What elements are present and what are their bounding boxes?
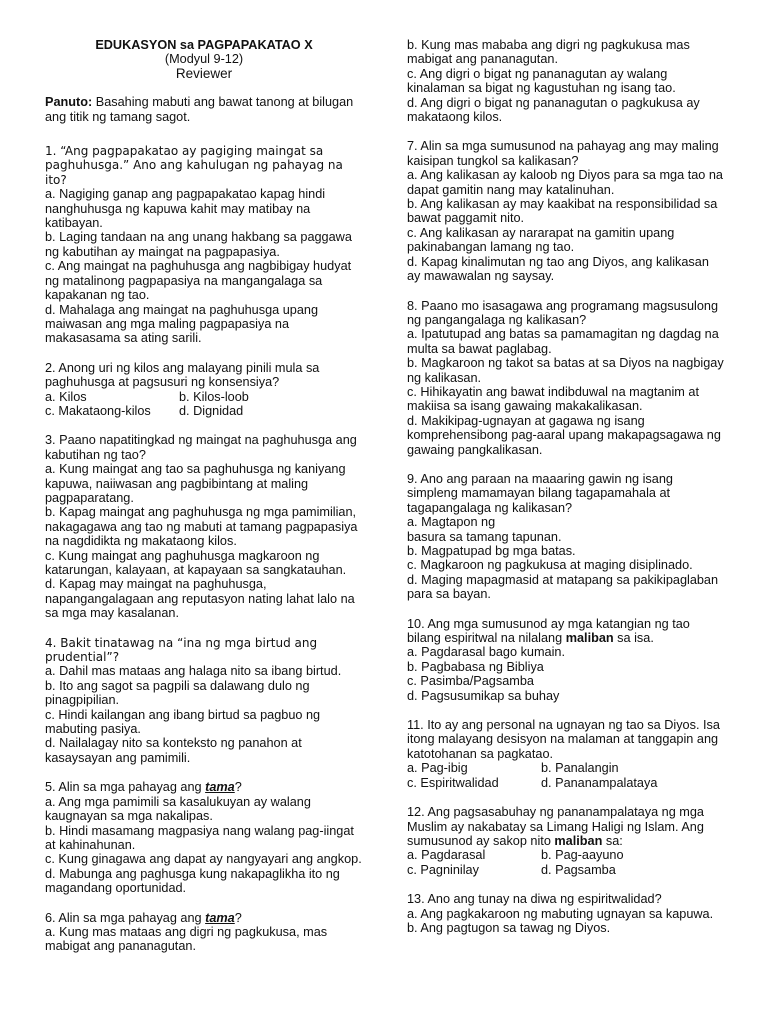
choice-b: b. Magkaroon ng takot sa batas at sa Diyos na nagbigay ng kalikasan. bbox=[407, 356, 724, 385]
choice-d: d. Makikipag-ugnayan at gagawa ng isang komprehensibong pag-aaral upang makapagsagawa ng gawaing pangkalikasan. bbox=[407, 413, 721, 457]
question-7 bbox=[407, 139, 725, 283]
question-stem: 4. Bakit tinatawag na “ina ng mga birtud ang prudential”? bbox=[45, 635, 318, 665]
choice-a: a. Kilos bbox=[45, 389, 87, 404]
stem-text: 5. Alin sa mga pahayag ang bbox=[45, 780, 206, 795]
choice-b: b. Kilos-loob bbox=[179, 389, 249, 404]
stem-end: ? bbox=[234, 780, 242, 795]
question-11 bbox=[407, 718, 725, 790]
choice-a-continued: basura sa tamang tapunan. bbox=[407, 529, 562, 544]
choice-a: a. Pagdarasal bbox=[407, 848, 486, 863]
choice-c: c. Espiritwalidad bbox=[407, 775, 499, 790]
choice-b: b. Ang pagtugon sa tawag ng Diyos. bbox=[407, 920, 611, 935]
choice-d: d. Kapag kinalimutan ng tao ang Diyos, ang kalikasan ay mawawalan ng saysay. bbox=[407, 254, 709, 284]
left-column bbox=[45, 38, 363, 969]
stem-emphasis: tama bbox=[205, 780, 235, 795]
choice-b: b. Magpatupad bg mga batas. bbox=[407, 544, 576, 558]
choice-b: b. Kung mas mababa ang digri ng pagkukusa mas mabigat ang pananagutan. bbox=[407, 38, 690, 67]
choice-d: d. Ang digri o bigat ng pananagutan o pagkukusa ay makataong kilos. bbox=[407, 95, 700, 125]
question-6 bbox=[45, 911, 363, 954]
right-column bbox=[407, 38, 725, 950]
question-stem: 1. “Ang pagpapakatao ay pagiging maingat sa paghuhusga.” Ano ang kahulugan ng pahayag na ito? bbox=[45, 144, 343, 187]
instructions bbox=[45, 95, 363, 124]
choice-d: d. Pagsusumikap sa buhay bbox=[407, 688, 560, 703]
choice-a: a. Nagiging ganap ang pagpapakatao kapag hindi nanghuhusga ng kapuwa kahit may matibay na katibayan. bbox=[45, 187, 326, 231]
question-stem: 2. Anong uri ng kilos ang malayang pinili mula sa paghuhusga at pagsusuri ng konsensiya? bbox=[45, 360, 320, 390]
question-2 bbox=[45, 361, 363, 419]
choice-a: a. Kung maingat ang tao sa paghuhusga ng kaniyang kapuwa, naiiwasan ang pagbibintang at maling pagpaparatang. bbox=[45, 462, 346, 505]
question-stem: 9. Ano ang paraan na maaaring gawin ng isang simpleng mamamayan bilang tagapamahala at tagapangalaga ng kalikasan? bbox=[407, 471, 673, 515]
question-13 bbox=[407, 892, 725, 935]
choice-b: b. Laging tandaan na ang unang hakbang sa paggawa ng kabutihan ay maingat na pagpapasiya. bbox=[45, 230, 352, 259]
question-8 bbox=[407, 299, 725, 457]
choice-a: a. Pagdarasal bago kumain. bbox=[407, 645, 565, 660]
choice-d: d. Pagsamba bbox=[541, 862, 616, 877]
choice-c: c. Hihikayatin ang bawat indibduwal na magtanim at makiisa sa isang gawaing makakalikasan. bbox=[407, 384, 699, 414]
stem-text: 6. Alin sa mga pahayag ang bbox=[45, 910, 206, 925]
choice-c: c. Pagninilay bbox=[407, 862, 479, 877]
choice-d: d. Kapag may maingat na paghuhusga, napangangalagaan ang reputasyon nating lahat lalo na sa mga may kasalanan. bbox=[45, 577, 355, 621]
choice-c: c. Magkaroon ng pagkukusa at maging disiplinado. bbox=[407, 558, 693, 573]
choice-c: c. Ang kalikasan ay nararapat na gamitin upang pakinabangan lamang ng tao. bbox=[407, 225, 675, 255]
choice-a: a. Ang mga pamimili sa kasalukuyan ay walang kaugnayan sa mga nakalipas. bbox=[45, 794, 311, 824]
stem-emphasis: maliban bbox=[565, 631, 614, 646]
choice-c: c. Kung ginagawa ang dapat ay nangyayari ang angkop. bbox=[45, 852, 362, 867]
choice-a: a. Magtapon ng bbox=[407, 515, 496, 530]
stem-emphasis: maliban bbox=[554, 833, 603, 848]
question-3 bbox=[45, 433, 363, 620]
choice-b: b. Hindi masamang magpasiya nang walang pag-iingat at kahinahunan. bbox=[45, 823, 354, 852]
question-stem: 8. Paano mo isasagawa ang programang magsusulong ng pangangalaga ng kalikasan? bbox=[407, 298, 719, 327]
question-stem bbox=[45, 911, 363, 925]
question-stem bbox=[45, 780, 363, 794]
instructions-label: Panuto: bbox=[45, 95, 93, 110]
choice-d: d. Mabunga ang paghusga kung nakapaglikha ito ng magandang oportunidad. bbox=[45, 866, 340, 896]
question-stem: 11. Ito ay ang personal na ugnayan ng tao sa Diyos. Isa itong malayang desisyon na malaman at tanggapin ang katotohanan sa pagkatao. bbox=[407, 718, 720, 761]
choice-b: b. Panalangin bbox=[541, 761, 619, 776]
choice-b: b. Pagbabasa ng Bibliya bbox=[407, 659, 544, 674]
choice-c: c. Hindi kailangan ang ibang birtud sa pagbuo ng mabuting pasiya. bbox=[45, 707, 321, 737]
stem-text: 12. Ang pagsasabuhay ng pananampalataya ng mga Muslim ay nakabatay sa Limang Haligi ng Islam. Ang sumusunod ay sakop nito bbox=[407, 805, 704, 848]
choice-c: c. Pasimba/Pagsamba bbox=[407, 674, 534, 689]
choice-b: b. Kapag maingat ang paghuhusga ng mga pamimilian, nakagagawa ang tao ng mabuti at tamang pagpapasiya na nagdidikta ng makataong kilos. bbox=[45, 505, 358, 549]
choice-row bbox=[407, 761, 725, 775]
choice-row bbox=[45, 390, 363, 404]
stem-emphasis: tama bbox=[205, 910, 235, 925]
instructions-text: Basahing mabuti ang bawat tanong at bilugan ang titik ng tamang sagot. bbox=[45, 95, 354, 124]
stem-end: ? bbox=[234, 910, 242, 925]
document-title: EDUKASYON sa PAGPAPAKATAO X bbox=[95, 38, 313, 52]
question-stem bbox=[407, 805, 725, 848]
choice-d: d. Nailalagay nito sa konteksto ng panahon at kasaysayan ang pamimili. bbox=[45, 736, 302, 765]
question-12 bbox=[407, 805, 725, 877]
stem-end: sa isa. bbox=[613, 631, 654, 646]
choice-c: c. Makataong-kilos bbox=[45, 403, 151, 418]
question-4 bbox=[45, 636, 363, 766]
choice-b: b. Pag-aayuno bbox=[541, 848, 624, 863]
choice-a: a. Kung mas mataas ang digri ng pagkukusa, mas mabigat ang pananagutan. bbox=[45, 924, 328, 954]
choice-a: a. Dahil mas mataas ang halaga nito sa ibang birtud. bbox=[45, 664, 342, 679]
choice-d: d. Dignidad bbox=[179, 403, 244, 418]
choice-a: a. Ang pagkakaroon ng mabuting ugnayan sa kapuwa. bbox=[407, 906, 714, 921]
choice-a: a. Pag-ibig bbox=[407, 761, 468, 776]
choice-d: d. Pananampalataya bbox=[541, 775, 658, 790]
question-stem bbox=[407, 617, 725, 646]
choice-row bbox=[407, 863, 725, 877]
choice-a: a. Ipatutupad ang batas sa pamamagitan ng dagdag na multa sa bawat paglabag. bbox=[407, 327, 719, 356]
question-stem: 7. Alin sa mga sumusunod na pahayag ang may maling kaisipan tungkol sa kalikasan? bbox=[407, 139, 719, 168]
question-5 bbox=[45, 780, 363, 895]
stem-end: sa: bbox=[602, 833, 623, 848]
choice-row bbox=[45, 404, 363, 418]
question-stem: 3. Paano napatitingkad ng maingat na paghuhusga ang kabutihan ng tao? bbox=[45, 433, 357, 462]
choice-c: c. Ang digri o bigat ng pananagutan ay walang kinalaman sa bigat ng kagustuhan ng isang tao. bbox=[407, 66, 676, 96]
choice-b: b. Ito ang sagot sa pagpili sa dalawang dulo ng pinagpipilian. bbox=[45, 678, 310, 708]
question-1 bbox=[45, 144, 363, 346]
choice-b: b. Ang kalikasan ay may kaakibat na responsibilidad sa bawat paggamit nito. bbox=[407, 197, 718, 226]
question-10 bbox=[407, 617, 725, 703]
choice-c: c. Kung maingat ang paghuhusga magkaroon ng katarungan, kalayaan, at kapayaan sa sangkatauhan. bbox=[45, 548, 347, 577]
choice-d: d. Mahalaga ang maingat na paghuhusga upang maiwasan ang mga maling pagpapasiya na makasasama sa ating sarili. bbox=[45, 302, 319, 346]
choice-row bbox=[407, 848, 725, 862]
document-subtitle: (Modyul 9-12) bbox=[164, 52, 244, 67]
choice-row bbox=[407, 776, 725, 790]
choice-d: d. Maging mapagmasid at matapang sa pakikipaglaban para sa bayan. bbox=[407, 572, 719, 602]
question-stem: 13. Ano ang tunay na diwa ng espiritwalidad? bbox=[407, 892, 662, 907]
choice-c: c. Ang maingat na paghuhusga ang nagbibigay hudyat ng matalinong pagpapasiya na mangangalaga sa kapakanan ng tao. bbox=[45, 259, 352, 303]
document-header bbox=[45, 38, 363, 81]
choice-a: a. Ang kalikasan ay kaloob ng Diyos para sa mga tao na dapat gamitin nang may katalinuhan. bbox=[407, 168, 723, 197]
question-6-continued bbox=[407, 38, 725, 124]
stem-text: 10. Ang mga sumusunod ay mga katangian ng tao bilang espiritwal na nilalang bbox=[407, 616, 690, 646]
question-9 bbox=[407, 472, 725, 602]
document-label: Reviewer bbox=[175, 65, 233, 81]
